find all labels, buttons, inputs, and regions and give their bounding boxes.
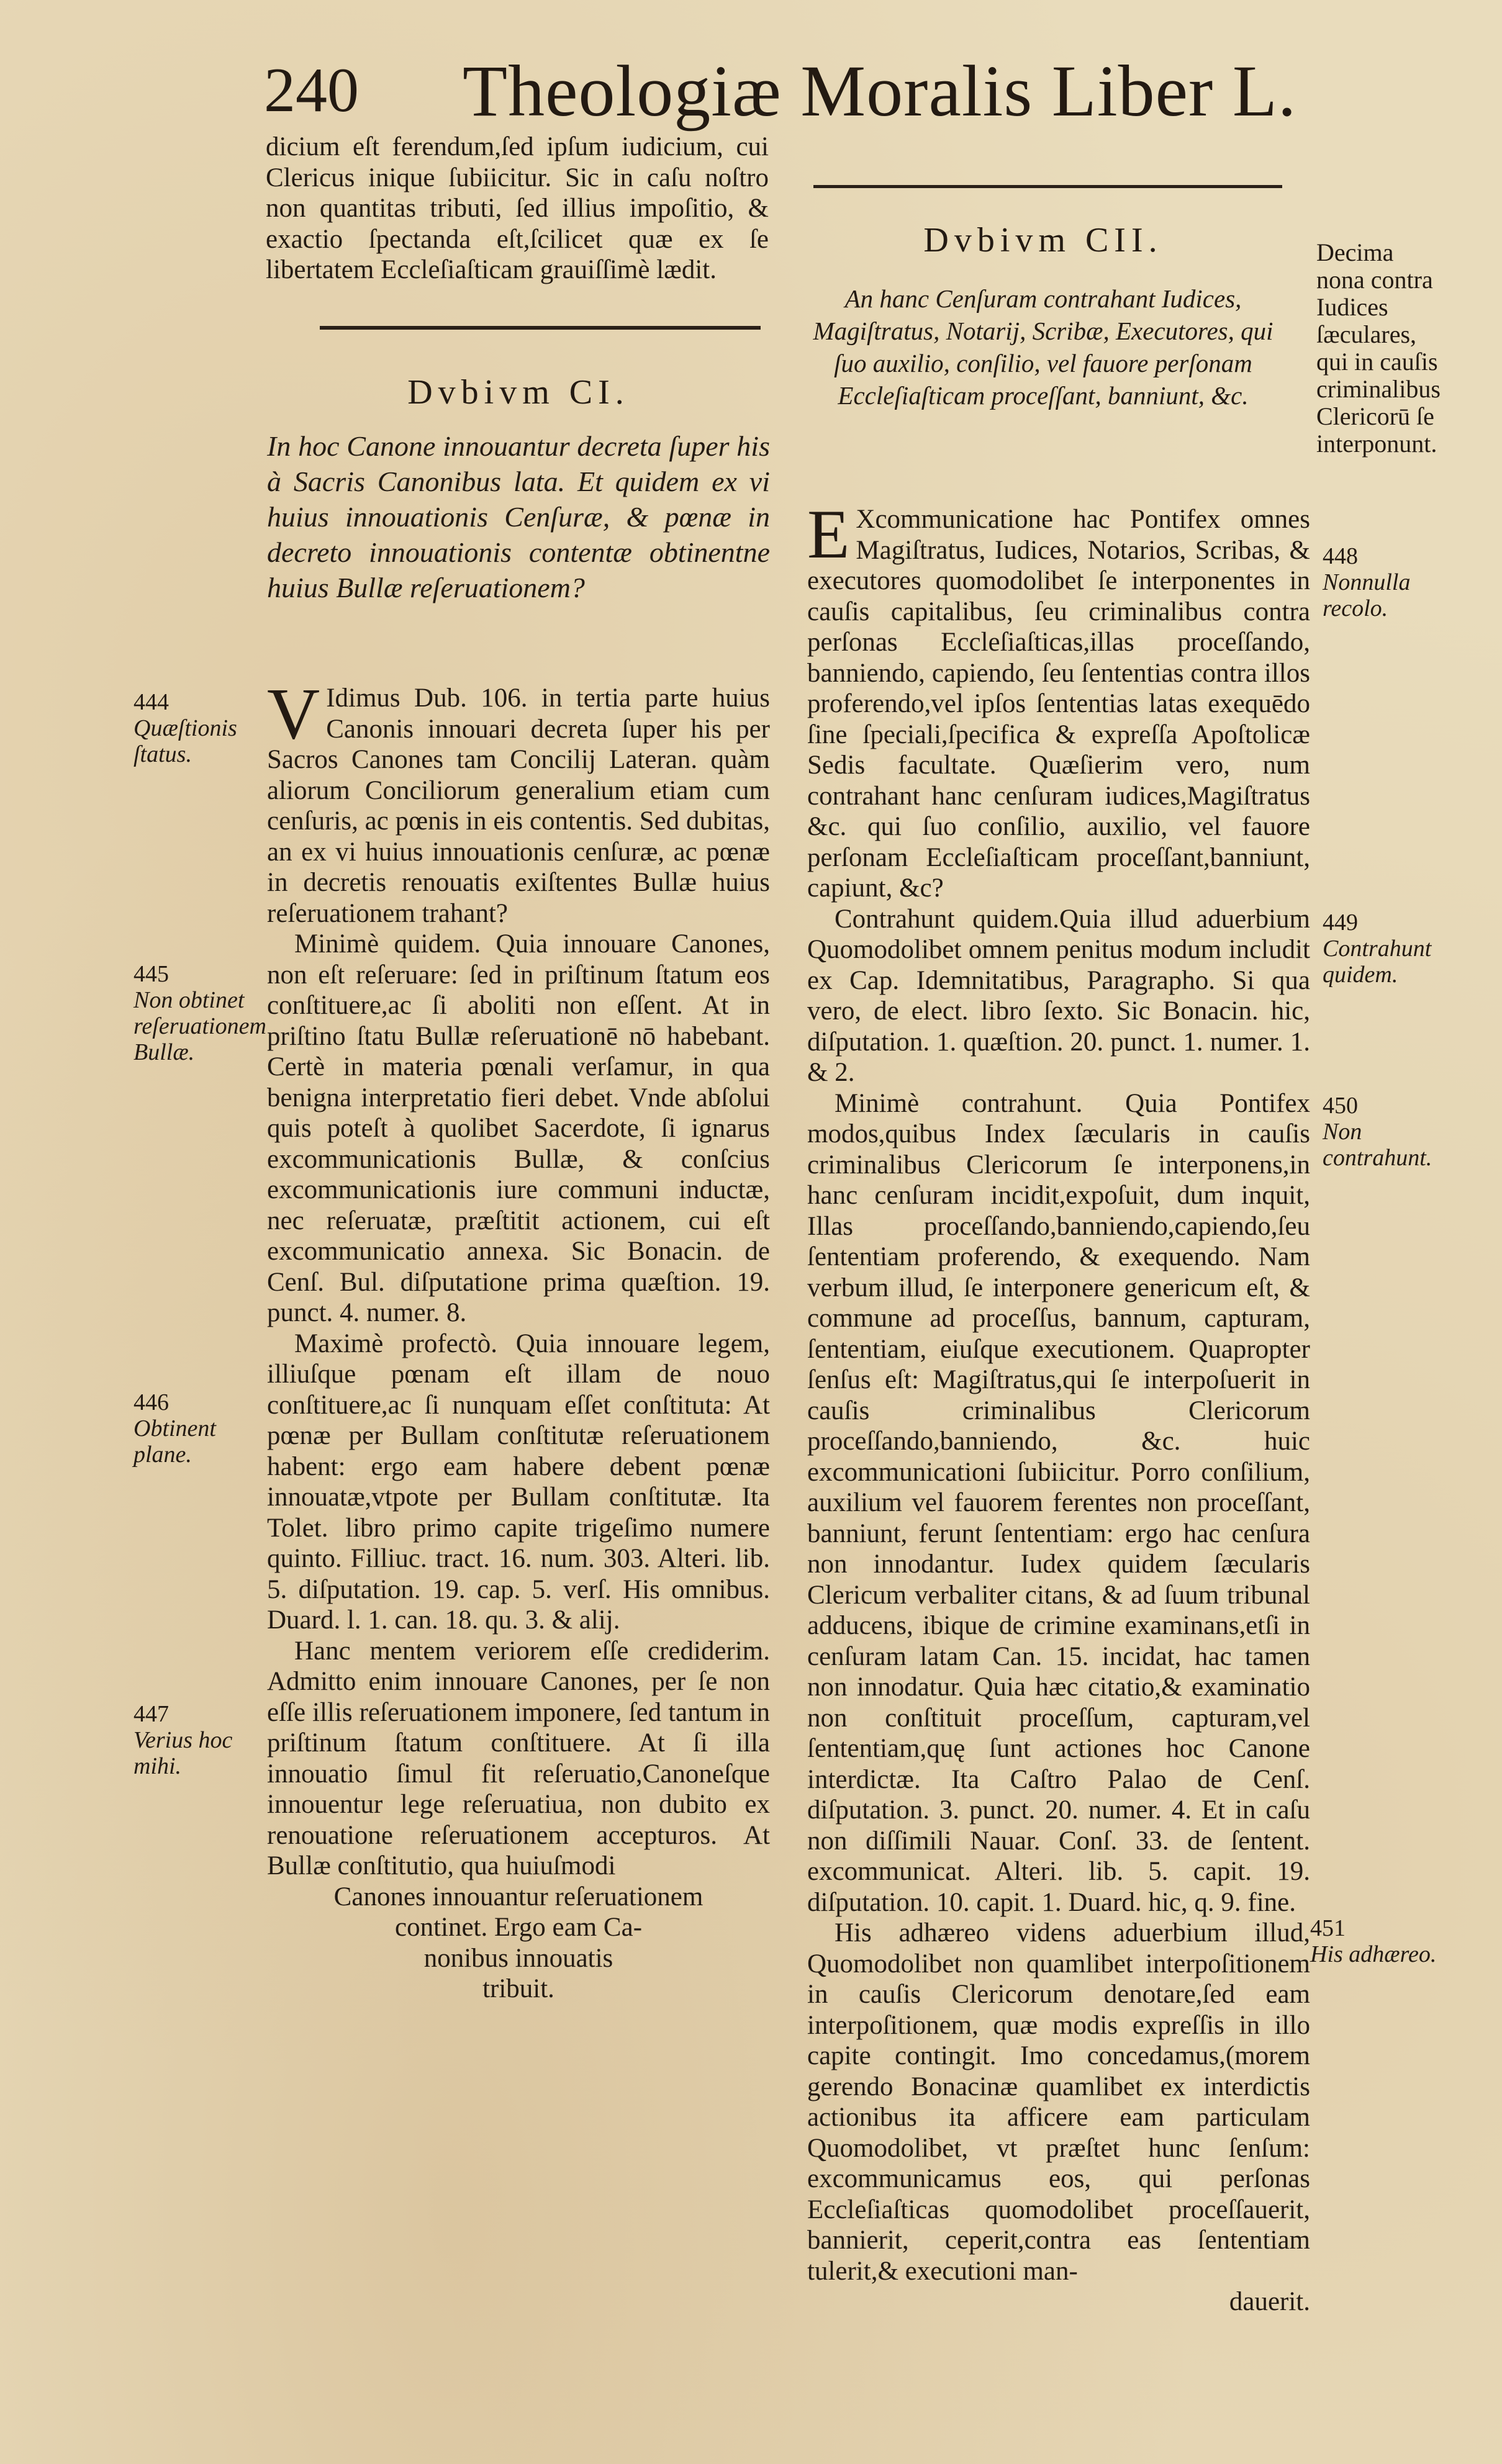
page-number: 240	[264, 55, 359, 125]
right-body	[807, 496, 1310, 2317]
margin-note-448: 448 Nonnulla recolo.	[1323, 543, 1411, 621]
margin-note-451: 451 His adhæreo.	[1310, 1915, 1437, 1967]
margin-note-450: 450 Non contrahunt.	[1323, 1093, 1432, 1171]
left-top-text: dicium eſt ferendum,ſed ipſum iudicium, cui Clericus inique ſubiicitur. Sic in caſu noſtro non quantitas tributi, ſed illius impoſitio, & exactio ſpectanda eſt,ſcilicet quæ ex ſe libertatem Eccleſiaſticam grauiſſimè lædit.	[266, 132, 769, 284]
paragraph-447-end-4: tribuit.	[482, 1974, 554, 2003]
dubium-102-heading: Dvbivm CII.	[923, 221, 1163, 259]
paragraph-447-end-2: continet. Ergo eam Ca-	[394, 1913, 643, 1942]
section-rule-left	[320, 326, 761, 330]
paragraph-447-end-1: Canones innouantur reſeruationem	[333, 1882, 703, 1911]
margin-note-decima: Decima nona contra Iudices ſæculares, qui in cauſis criminalibus Clericorū ſe interponunt.	[1316, 238, 1441, 458]
paragraph-447: Hanc mentem veriorem eſſe crediderim. Admitto enim innouare Canones, per ſe non eſſe illis reſeruationem imponere, ſed tantum in priſtinum ſtatum conſtituere. At ſi illa innouatio ſimul fit reſeruatio,Canoneſque innouentur lege reſeruatiua, non dubito ex renouatione reſeruationem accepturos. At Bullæ conſtitutio, qua huiuſmodi	[267, 1636, 770, 1880]
paragraph-447-end-3: nonibus innouatis	[423, 1943, 613, 1973]
paragraph-450: Minimè contrahunt. Quia Pontifex modos,quibus Index ſæcularis in cauſis criminalibus Clericorum ſe interponens,in hanc cenſuram incidit,expoſuit, dum inquit, Illas proceſſando,banniendo,capiendo,ſeu ſententiam proferendo, & exequendo. Nam verbum illud, ſe interponere genericum eſt, & commune ad proceſſus, bannum, capturam, ſententiam, eiuſque executionem. Quapropter ſenſus eſt: Magiſtratus,qui ſe interpoſuerit in cauſis criminalibus Clericorum proceſſando,banniendo, &c. huic excommunicationi ſubiicitur. Porro conſilium, auxilium vel fauorem ferentes non proceſſant, banniunt, ferunt ſententiam: ergo hac cenſura non innodantur. Iudex quidem ſæcularis Clericum verbaliter citans, & ad ſuum tribunal adducens, ibique de crimine examinans,etſi in cenſuram latam Can. 15. incidat, hac tamen non innodatur. Quia hæc citatio,& examinatio non conſtituit proceſſum, capturam,vel ſententiam,quę ſunt actiones hoc Canone interdictæ. Ita Caſtro Palao de Cenſ. diſputation. 3. punct. 20. numer. 4. Et in caſu non diſſimili Nauar. Conſ. 33. de ſentent. excommunicat. Alteri. lib. 5. capit. 19. diſputation. 10. capit. 1. Duard. hic, q. 9. fine.	[807, 1088, 1310, 1917]
paragraph-451: His adhæreo videns aduerbium illud, Quomodolibet non quamlibet interpoſitionem in cauſis Clericorum denotare,ſed eam interpoſitionem, quæ modis expreſſis in illo capite contingit. Imo concedamus,(morem gerendo Bonacinæ quamlibet ex interdictis actionibus ita afficere eam particulam Quomodolibet, vt præſtet hunc ſenſum: excommunicamus eos, qui perſonas Eccleſiaſticas quomodolibet proceſſauerit, bannierit, ceperit,contra eas ſententiam tulerit,& executioni man-	[807, 1918, 1310, 2286]
left-body	[267, 673, 770, 2005]
paragraph-448: E Xcommunicatione hac Pontifex omnes Magiſtratus, Iudices, Notarios, Scribas, & executores quomodolibet ſe interponentes in cauſis capitalibus, ſeu criminalibus contra perſonas Eccleſiaſticas,illas proceſſando, banniendo, capiendo, ſeu ſententias contra illos proferendo,vel ipſos ſententias latas exequēdo ſine ſpeciali,ſpecifica & expreſſa Apoſtolicæ Sedis facultate. Quæſierim vero, num contrahant hanc cenſuram iudices,Magiſtratus &c. qui ſuo conſilio, auxilio, vel fauore perſonam Eccleſiaſticam proceſſant,banniunt, capiunt, &c?	[807, 496, 1310, 903]
drop-cap-e: E	[807, 496, 850, 573]
paragraph-449: Contrahunt quidem.Quia illud aduerbium Quomodolibet omnem penitus modum includit ex Cap. Idemnitatibus, Paragrapho. Si qua vero, de elect. libro ſexto. Sic Bonacin. hic, diſputation. 1. quæſtion. 20. punct. 1. numer. 1. & 2.	[807, 904, 1310, 1087]
section-rule-right	[813, 185, 1282, 188]
dubium-102-question: An hanc Cenſuram contrahant Iudices, Magiſtratus, Notarij, Scribæ, Executores, qui ſuo auxilio, conſilio, vel fauore perſonam Eccleſiaſticam proceſſant, banniunt, &c.	[813, 284, 1274, 410]
margin-note-446: 446 Obtinent plane.	[133, 1389, 216, 1468]
dubium-101-question: In hoc Canone innouantur decreta ſuper his à Sacris Canonibus lata. Et quidem ex vi huius innouationis Cenſuræ, & pœnæ in decreto innouationis contentæ obtinentne huius Bullæ reſeruationem?	[267, 430, 770, 603]
paragraph-444: V Idimus Dub. 106. in tertia parte huius Canonis innouari decreta ſuper his per Sacros Canones tam Concilij Lateran. quàm aliorum Conciliorum generalium etiam cum cenſuris, ac pœnis in eis contentis. Sed dubitas, an ex vi huius innouationis cenſuræ, ac pœnæ in decretis renouatis exiſtentes Bullæ huius reſeruationem trahant?	[267, 673, 770, 928]
drop-cap-v: V	[267, 673, 320, 754]
running-title: Theologiæ Moralis Liber L.	[463, 50, 1297, 132]
margin-note-445: 445 Non obtinet reſeruationem Bullæ.	[133, 961, 266, 1065]
catchword: dauerit.	[1229, 2287, 1310, 2316]
dubium-101-heading: Dvbivm CI.	[407, 373, 630, 412]
margin-note-447: 447 Verius hoc mihi.	[133, 1701, 233, 1779]
margin-note-444: 444 Quæſtionis ſtatus.	[133, 689, 237, 767]
margin-note-449: 449 Contrahunt quidem.	[1323, 909, 1432, 988]
paragraph-445: Minimè quidem. Quia innouare Canones, non eſt reſeruare: ſed in priſtinum ſtatum eos conſtituere,ac ſi aboliti non eſſent. At in priſtino ſtatu Bullæ reſeruationē nō habebant. Certè in materia pœnali verſamur, in qua benigna interpretatio fieri debet. Vnde abſolui quis poteſt à quolibet Sacerdote, ſi ignarus excommunicationis Bullæ, & conſcius excommunicationis iure communi inductæ, nec reſeruatæ, præſtitit actionem, cui eſt excommunicatio annexa. Sic Bonacin. de Cenſ. Bul. diſputatione prima quæſtion. 19. punct. 4. numer. 8.	[267, 929, 770, 1327]
paragraph-446: Maximè profectò. Quia innouare legem, illiuſque pœnam eſt illam de nouo conſtituere,ac ſi nunquam eſſet conſtituta: At pœnæ per Bullam conſtitutæ reſeruationem habent: ergo eam habere debent pœnæ innouatæ,vtpote per Bullam conſtitutæ. Ita Tolet. libro primo capite trigeſimo numere quinto. Filliuc. tract. 16. num. 303. Alteri. lib. 5. diſputation. 19. cap. 5. verſ. His omnibus. Duard. l. 1. can. 18. qu. 3. & alij.	[267, 1329, 770, 1635]
